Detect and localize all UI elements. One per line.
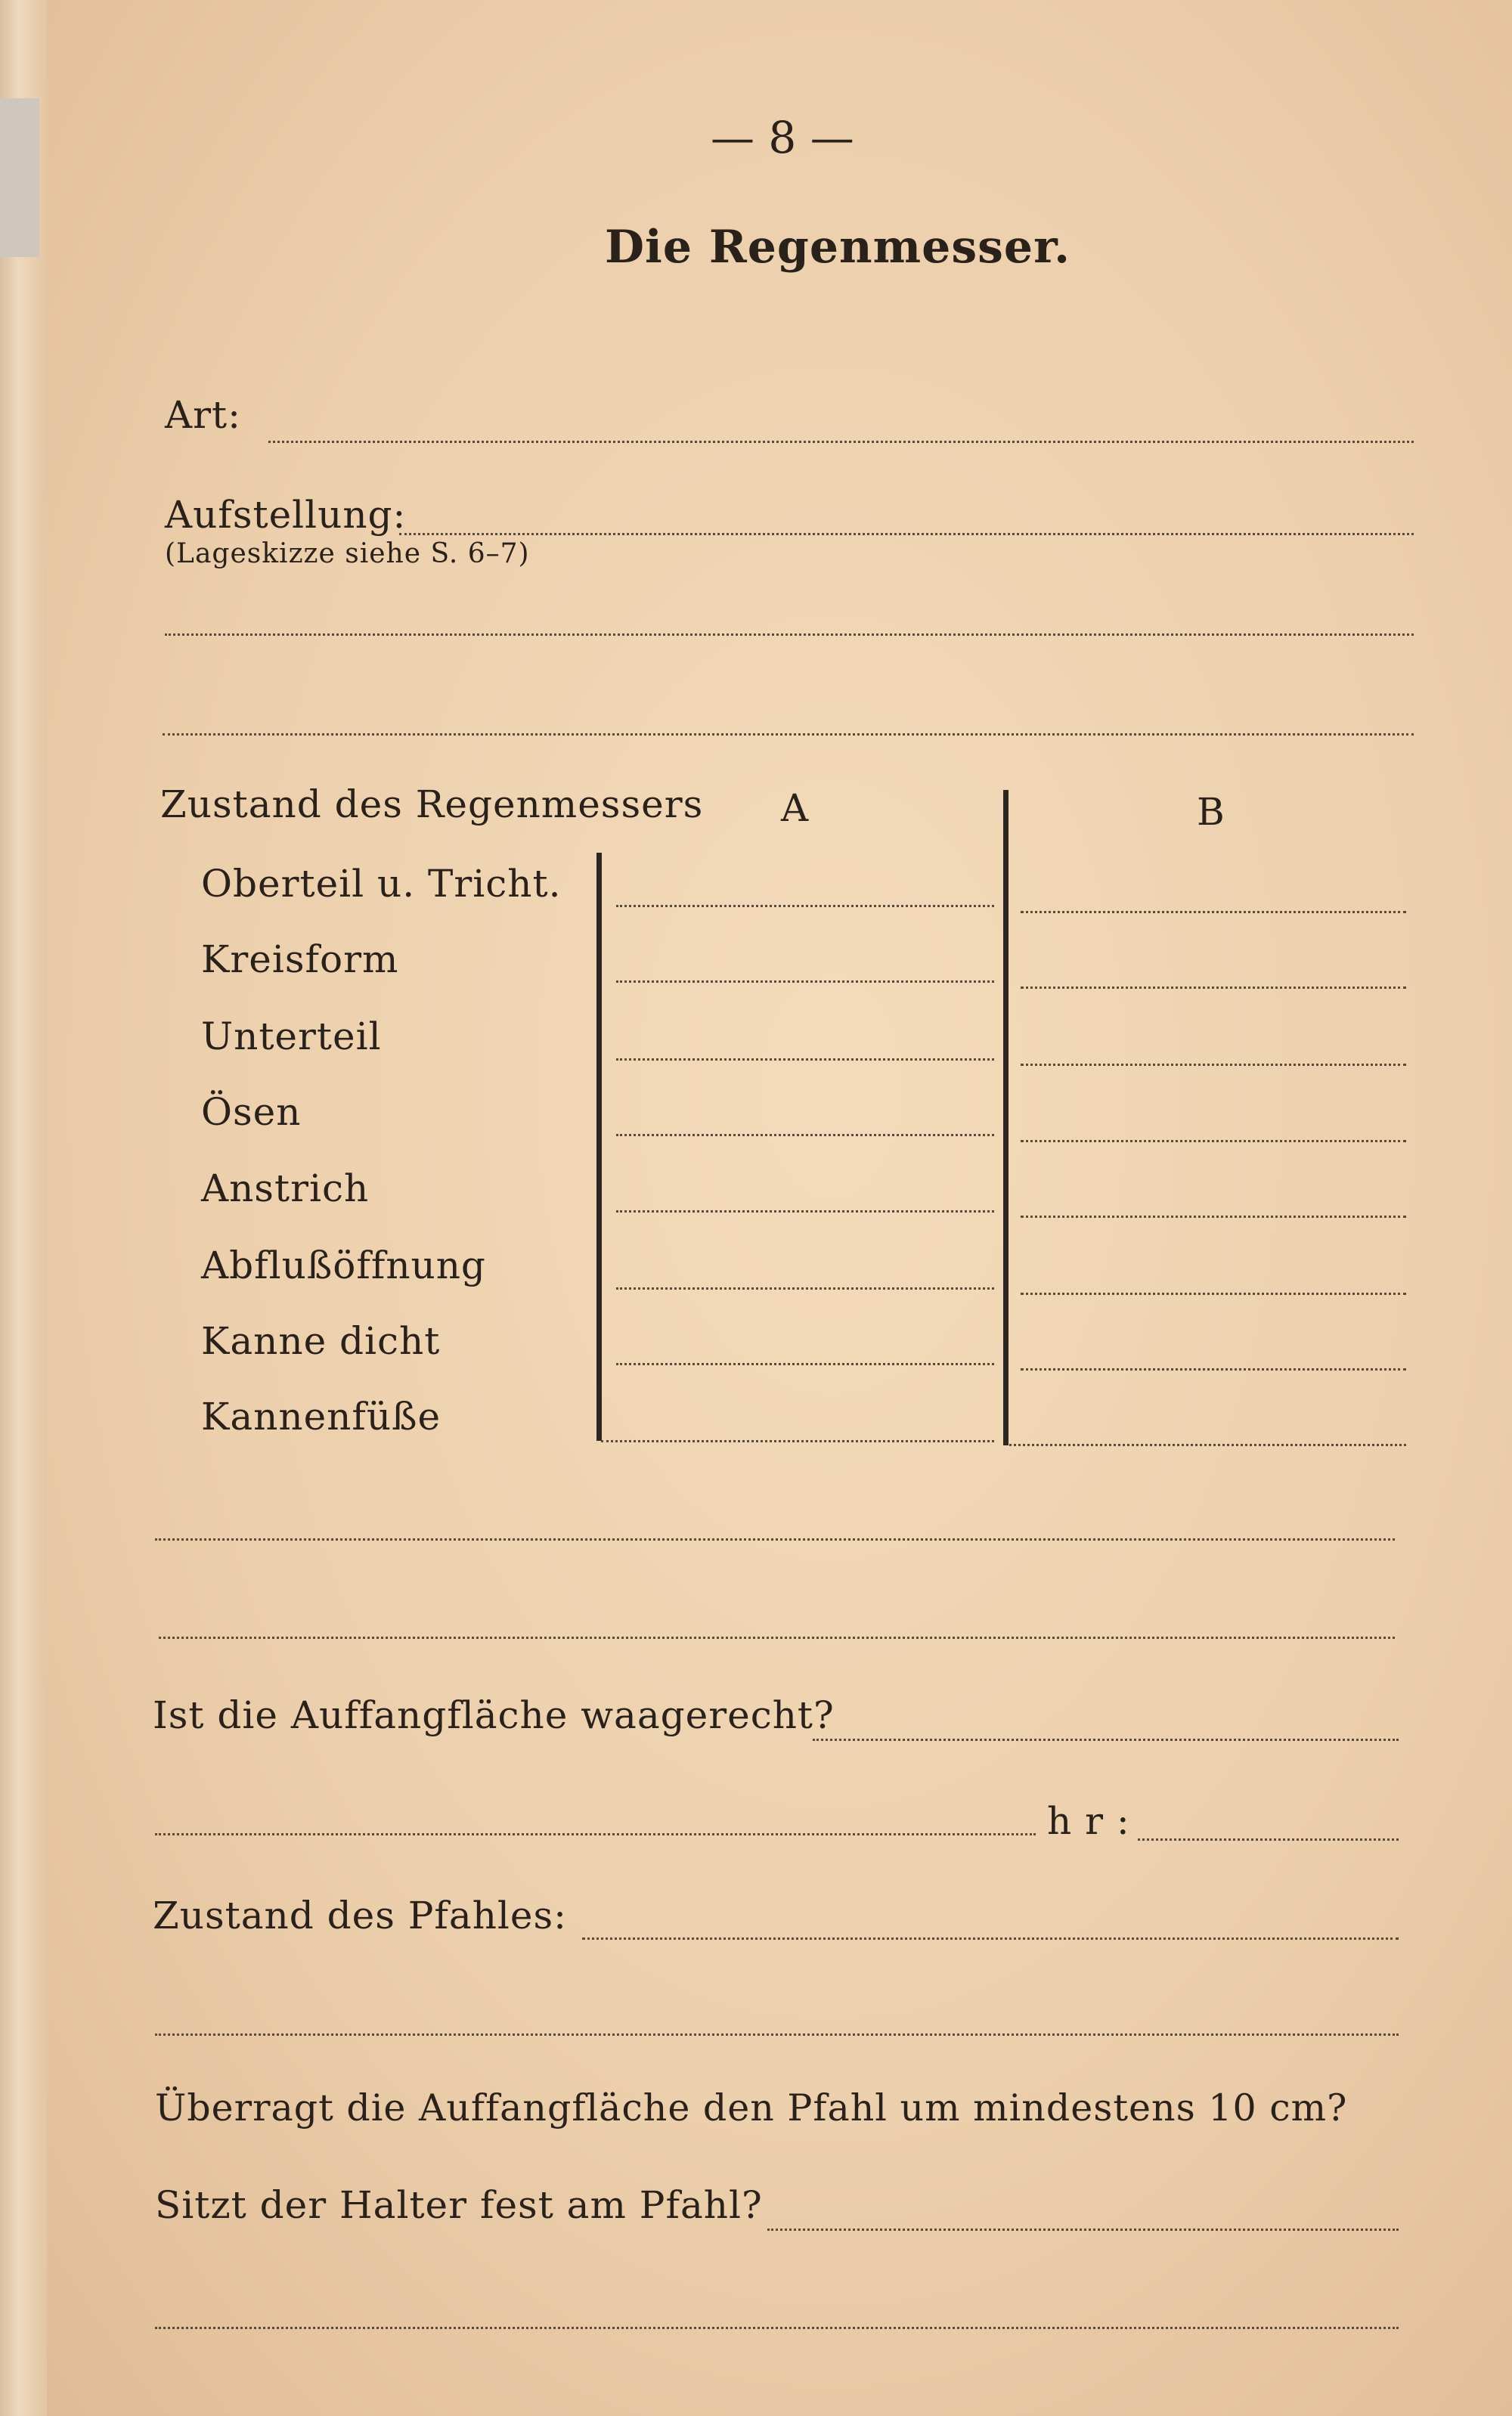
row-label-kreisform: Kreisform xyxy=(201,937,399,981)
halter-answer-line[interactable] xyxy=(767,2229,1399,2231)
abflussoeffnung-b-field[interactable] xyxy=(1021,1293,1406,1295)
art-answer-line[interactable] xyxy=(268,441,1414,443)
row-label-abflussoeffnung: Abflußöffnung xyxy=(201,1244,486,1287)
waagerecht-question: Ist die Auffangfläche waagerecht? xyxy=(153,1693,835,1737)
oberteil-a-field[interactable] xyxy=(616,905,994,907)
pfahl-label: Zustand des Pfahles: xyxy=(153,1894,568,1937)
kannenfuesse-b-field[interactable] xyxy=(1009,1444,1406,1446)
pfahl-extra-line[interactable] xyxy=(155,2033,1399,2036)
oesen-b-field[interactable] xyxy=(1021,1140,1406,1142)
table-divider-middle xyxy=(1003,790,1009,1445)
row-label-oesen: Ösen xyxy=(201,1090,302,1134)
notes-line-2[interactable] xyxy=(159,1637,1395,1639)
halter-extra-line[interactable] xyxy=(155,2327,1399,2329)
aufstellung-extra-line-2[interactable] xyxy=(163,733,1414,736)
row-label-anstrich: Anstrich xyxy=(201,1166,370,1210)
page-number: — 8 — xyxy=(711,112,854,163)
row-label-unterteil: Unterteil xyxy=(201,1014,382,1058)
unterteil-a-field[interactable] xyxy=(616,1058,994,1061)
binding-edge-shadow xyxy=(0,98,39,257)
notes-line-1[interactable] xyxy=(155,1538,1395,1541)
aufstellung-answer-line[interactable] xyxy=(399,533,1414,535)
hr-answer-line[interactable] xyxy=(1138,1838,1399,1841)
kanne-dicht-a-field[interactable] xyxy=(616,1363,994,1365)
unterteil-b-field[interactable] xyxy=(1021,1064,1406,1066)
kanne-dicht-b-field[interactable] xyxy=(1021,1368,1406,1371)
ueberragt-question: Überragt die Auffangfläche den Pfahl um mindestens 10 cm? xyxy=(155,2086,1348,2129)
aufstellung-label: Aufstellung: xyxy=(165,493,407,537)
art-label: Art: xyxy=(165,393,241,437)
table-divider-left xyxy=(596,853,602,1441)
row-label-oberteil: Oberteil u. Tricht. xyxy=(201,862,562,906)
anstrich-a-field[interactable] xyxy=(616,1210,994,1213)
waagerecht-answer-line[interactable] xyxy=(813,1739,1399,1741)
book-binding xyxy=(0,0,47,2416)
condition-table-heading: Zustand des Regenmessers xyxy=(160,782,704,826)
kannenfuesse-a-field[interactable] xyxy=(601,1440,994,1442)
hr-prefix-line[interactable] xyxy=(155,1833,1036,1835)
row-label-kanne-dicht: Kanne dicht xyxy=(201,1319,441,1363)
hr-label: h r : xyxy=(1047,1799,1130,1843)
aufstellung-extra-line-1[interactable] xyxy=(165,633,1414,636)
page-title: Die Regenmesser. xyxy=(605,221,1071,274)
column-b-header: B xyxy=(1197,790,1225,834)
abflussoeffnung-a-field[interactable] xyxy=(616,1287,994,1290)
anstrich-b-field[interactable] xyxy=(1021,1216,1406,1218)
oesen-a-field[interactable] xyxy=(616,1134,994,1136)
column-a-header: A xyxy=(781,786,809,830)
halter-question: Sitzt der Halter fest am Pfahl? xyxy=(155,2183,763,2227)
aufstellung-note: (Lageskizze siehe S. 6–7) xyxy=(165,538,530,569)
kreisform-b-field[interactable] xyxy=(1021,987,1406,989)
kreisform-a-field[interactable] xyxy=(616,980,994,983)
oberteil-b-field[interactable] xyxy=(1021,911,1406,913)
pfahl-answer-line[interactable] xyxy=(582,1937,1399,1940)
row-label-kannenfuesse: Kannenfüße xyxy=(201,1395,442,1439)
